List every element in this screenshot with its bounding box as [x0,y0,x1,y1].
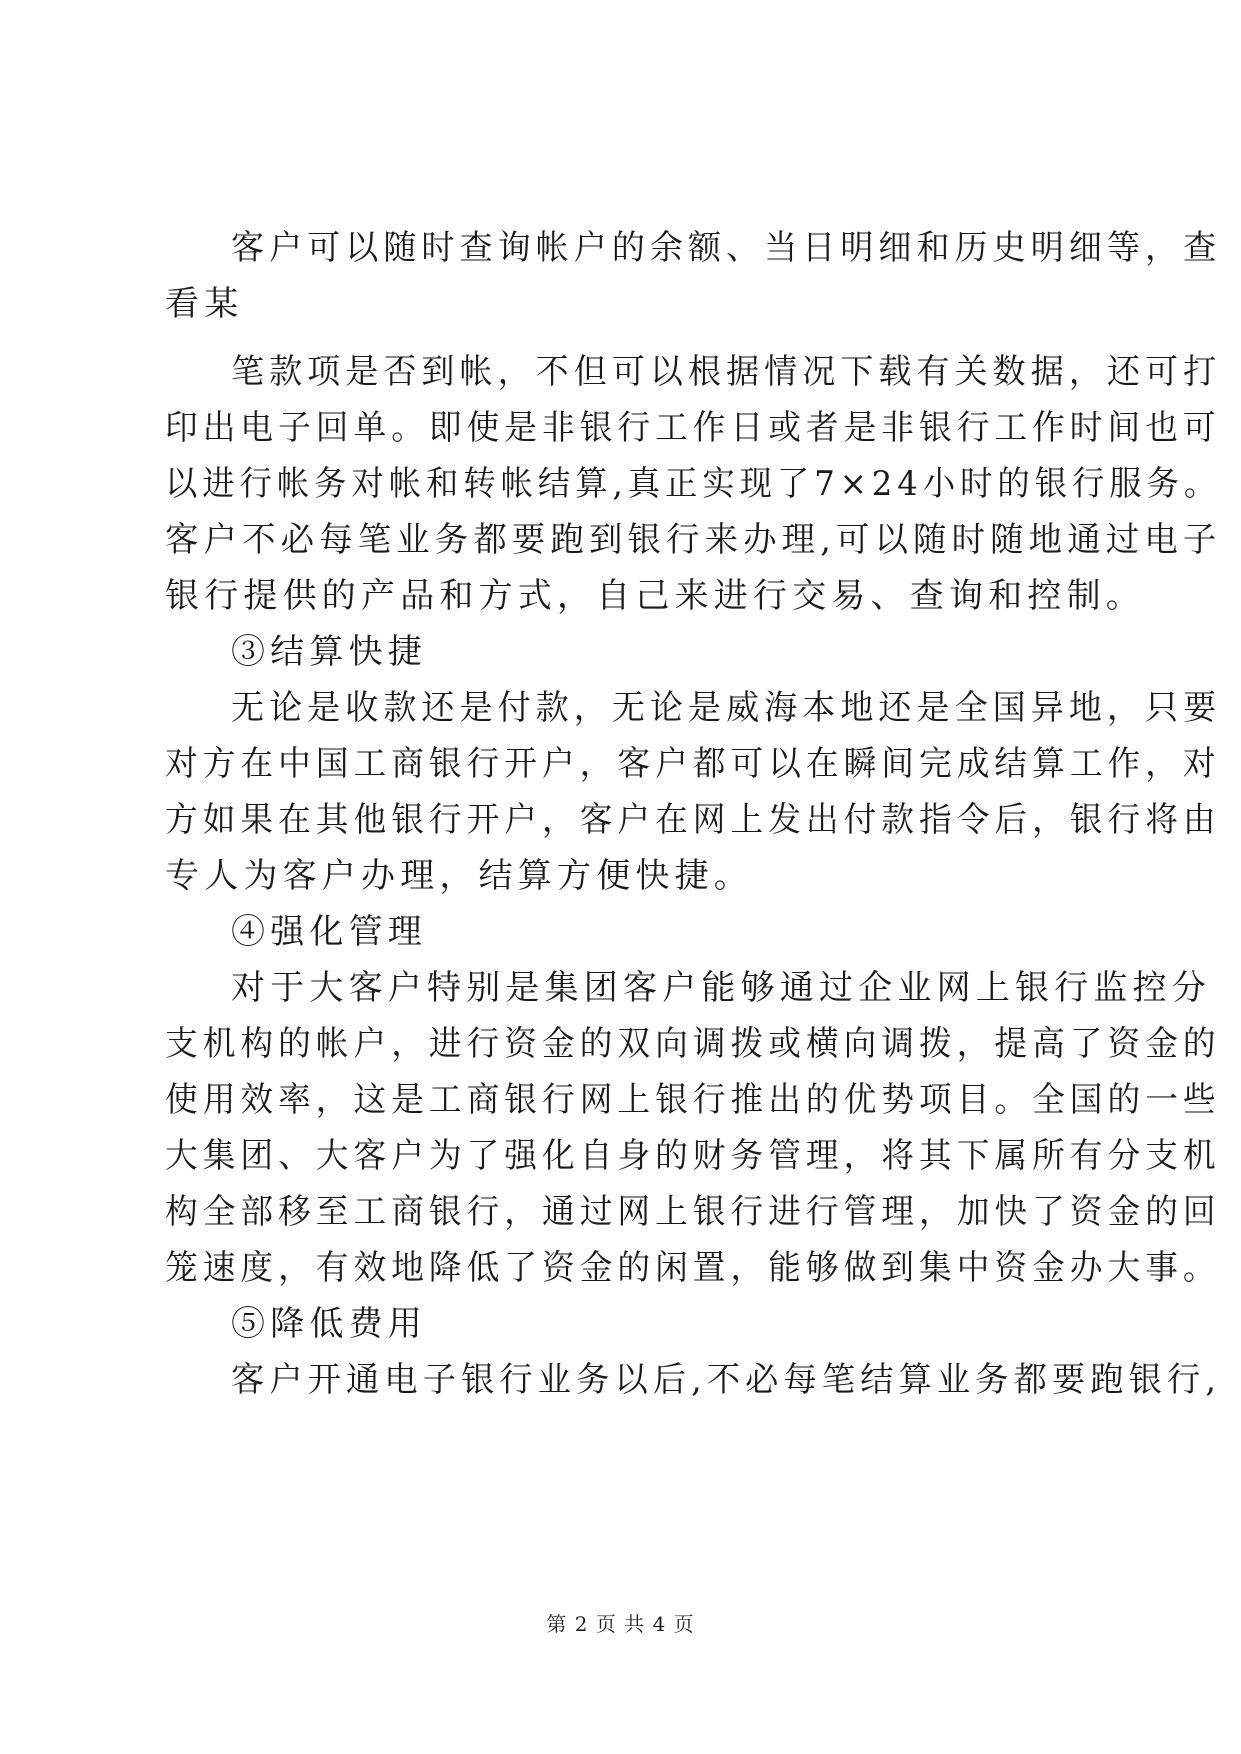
paragraph-line: 对方在中国工商银行开户，客户都可以在瞬间完成结算工作，对 [165,744,1221,784]
paragraph-line: 使用效率，这是工商银行网上银行推出的优势项目。全国的一些 [165,1080,1221,1120]
paragraph-line: 笔款项是否到帐，不但可以根据情况下载有关数据，还可打 [231,352,1222,392]
paragraph-line: 方如果在其他银行开户，客户在网上发出付款指令后，银行将由 [165,800,1221,840]
section-heading: ⑤降低费用 [231,1304,427,1344]
paragraph-line: 无论是收款还是付款，无论是威海本地还是全国异地，只要 [231,688,1222,728]
paragraph-line: 笼速度，有效地降低了资金的闲置，能够做到集中资金办大事。 [165,1248,1221,1288]
paragraph-line: 银行提供的产品和方式，自己来进行交易、查询和控制。 [165,576,1145,616]
paragraph-line: 支机构的帐户，进行资金的双向调拨或横向调拨，提高了资金的 [165,1024,1221,1064]
paragraph-line: 看某 [165,284,244,324]
paragraph-line: 印出电子回单。即使是非银行工作日或者是非银行工作时间也可 [165,408,1221,448]
paragraph-line: 大集团、大客户为了强化自身的财务管理，将其下属所有分支机 [165,1136,1221,1176]
paragraph-line: 以进行帐务对帐和转帐结算,真正实现了7×24小时的银行服务。 [165,464,1222,504]
paragraph-line: 客户可以随时查询帐户的余额、当日明细和历史明细等，查 [231,228,1222,268]
paragraph-line: 客户开通电子银行业务以后,不必每笔结算业务都要跑银行, [231,1360,1222,1400]
paragraph-line: 客户不必每笔业务都要跑到银行来办理,可以随时随地通过电子 [165,520,1222,560]
section-heading: ④强化管理 [231,912,427,952]
paragraph-line: 构全部移至工商银行，通过网上银行进行管理，加快了资金的回 [165,1192,1221,1232]
paragraph-line: 专人为客户办理，结算方便快捷。 [165,856,753,896]
section-heading: ③结算快捷 [231,632,427,672]
paragraph-line: 对于大客户特别是集团客户能够通过企业网上银行监控分 [231,968,1211,1008]
page-footer: 第 2 页 共 4 页 [546,1612,695,1636]
